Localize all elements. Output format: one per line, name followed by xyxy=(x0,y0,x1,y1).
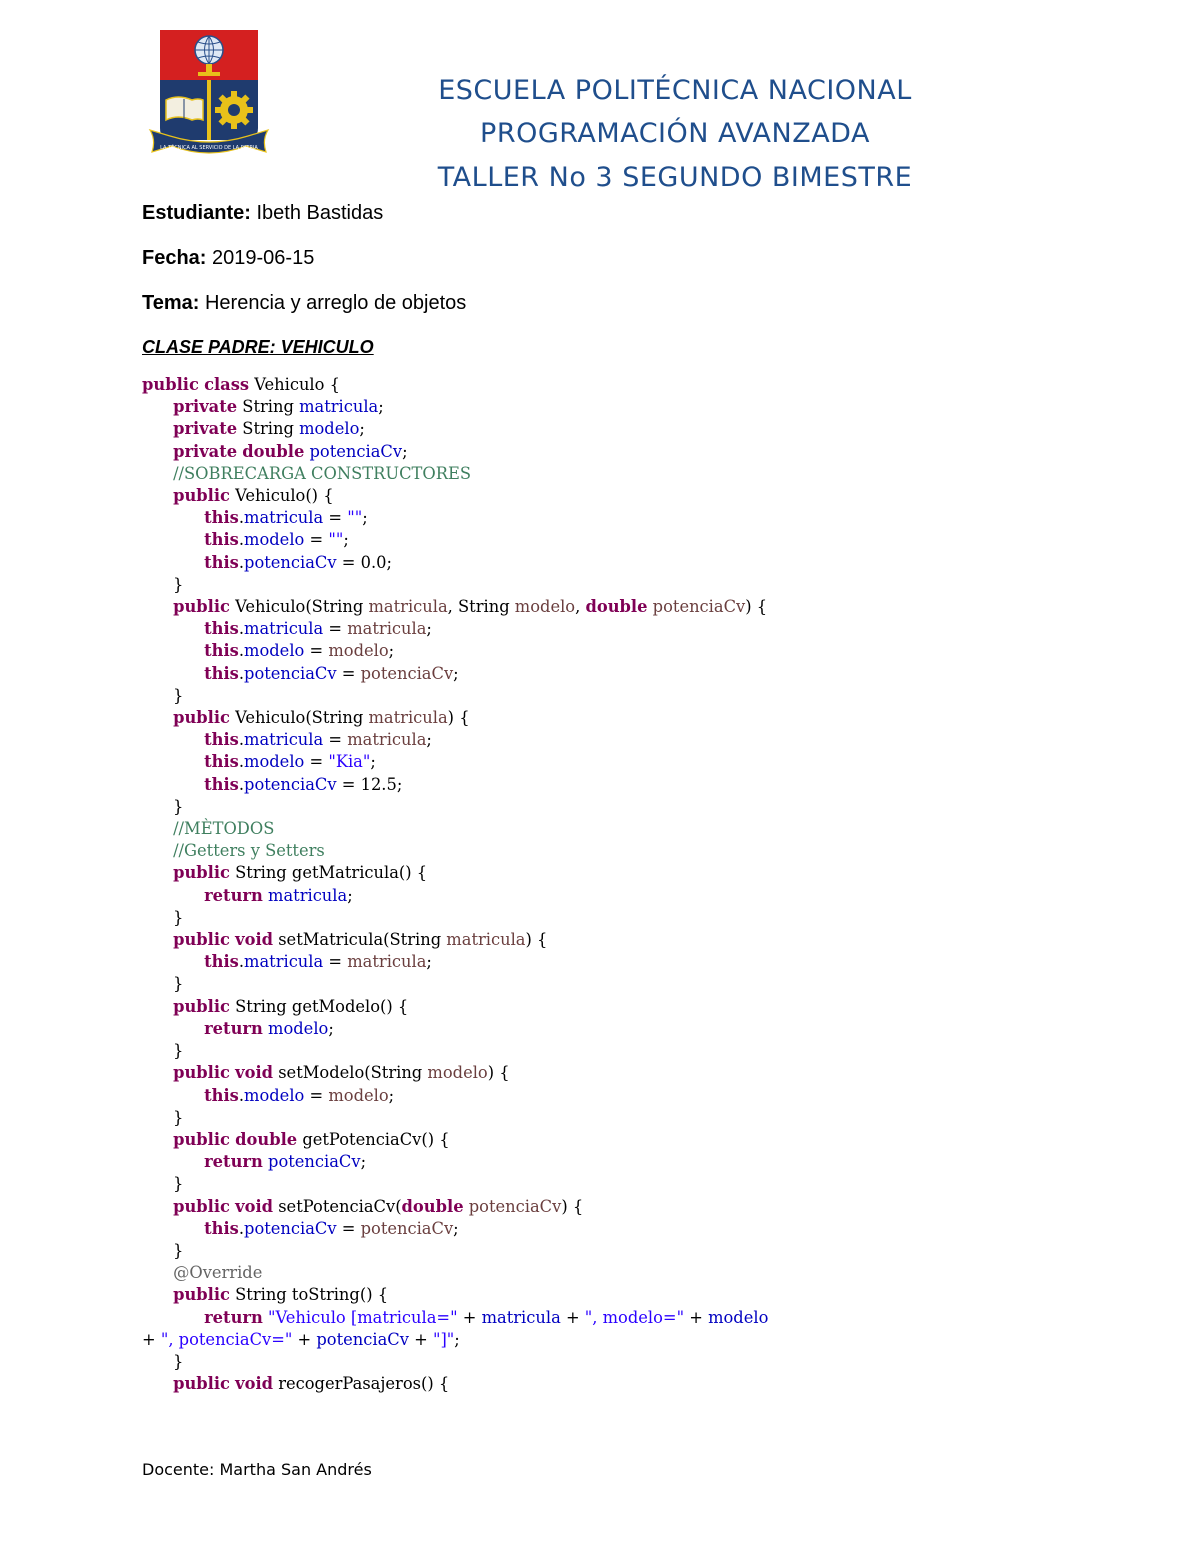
code-token: } xyxy=(142,685,184,705)
code-token: . xyxy=(238,952,245,972)
code-token: modelo xyxy=(244,641,305,661)
code-token xyxy=(142,886,204,905)
code-token: ; xyxy=(347,885,353,905)
code-line xyxy=(142,1307,768,1329)
code-token: this xyxy=(204,641,239,661)
code-token: ; xyxy=(454,1329,460,1349)
code-token xyxy=(142,819,173,838)
code-block xyxy=(142,374,768,1395)
code-token: potenciaCv xyxy=(244,663,337,683)
code-token: //Getters y Setters xyxy=(173,841,325,861)
code-token: } xyxy=(142,1351,184,1371)
code-token: . xyxy=(238,619,245,639)
code-token: } xyxy=(142,1240,184,1260)
code-token: = 0.0; xyxy=(336,552,392,572)
code-token: "" xyxy=(328,530,344,550)
code-token: = xyxy=(323,619,348,639)
code-token: matricula xyxy=(481,1307,561,1327)
code-token: ; xyxy=(370,752,376,772)
code-token: = xyxy=(336,663,361,683)
code-token: matricula xyxy=(347,619,427,639)
code-token: potenciaCv xyxy=(244,774,337,794)
code-line xyxy=(142,1018,768,1040)
code-token: modelo xyxy=(328,1085,389,1105)
code-token xyxy=(142,508,204,527)
code-line xyxy=(142,707,768,729)
teacher-footer: Docente: Martha San Andrés xyxy=(142,1460,372,1479)
date-label: Fecha: xyxy=(142,247,207,269)
code-token: class xyxy=(204,375,250,394)
code-token xyxy=(142,1308,204,1327)
code-line xyxy=(142,1329,768,1351)
code-token: public xyxy=(173,1374,230,1394)
code-token: . xyxy=(238,663,245,683)
code-token: . xyxy=(238,530,245,550)
code-line xyxy=(142,1129,768,1151)
code-token: . xyxy=(238,508,245,528)
code-token: void xyxy=(235,1196,274,1216)
code-line xyxy=(142,1173,768,1195)
code-token: = xyxy=(323,730,348,750)
code-token: return xyxy=(204,1018,263,1038)
code-token xyxy=(142,464,173,483)
code-token: modelo xyxy=(244,1085,305,1105)
student-field xyxy=(142,202,383,225)
code-token: } xyxy=(142,1107,184,1127)
code-line xyxy=(142,1240,768,1262)
code-token xyxy=(142,419,173,438)
code-token: , xyxy=(575,597,586,617)
code-line xyxy=(142,973,768,995)
code-token: ) { xyxy=(525,930,548,950)
code-line xyxy=(142,574,768,596)
code-token: potenciaCv xyxy=(268,1152,361,1172)
code-token: matricula xyxy=(244,730,324,750)
code-token: modelo xyxy=(328,641,389,661)
date-field xyxy=(142,247,314,270)
code-token xyxy=(142,1219,204,1238)
code-token: = 12.5; xyxy=(336,774,403,794)
code-token: ; xyxy=(343,530,349,550)
code-token: double xyxy=(242,441,305,461)
code-token: this xyxy=(204,1218,239,1238)
code-line xyxy=(142,640,768,662)
code-token: . xyxy=(238,1218,245,1238)
code-token: ) { xyxy=(487,1063,510,1083)
code-token: = xyxy=(304,1085,329,1105)
code-token: String getModelo() { xyxy=(229,996,409,1016)
code-token xyxy=(142,619,204,638)
code-token: public xyxy=(173,486,230,506)
code-line xyxy=(142,685,768,707)
code-token: . xyxy=(238,641,245,661)
code-line xyxy=(142,862,768,884)
code-token: Vehiculo() { xyxy=(229,486,334,506)
code-token: void xyxy=(235,930,274,950)
code-token xyxy=(142,664,204,683)
code-token: public xyxy=(173,863,230,883)
code-token: = xyxy=(304,752,329,772)
code-token: modelo xyxy=(299,419,360,439)
code-line xyxy=(142,796,768,818)
code-token: + xyxy=(292,1329,317,1349)
code-token: this xyxy=(204,774,239,794)
code-token: public xyxy=(173,1129,230,1149)
date-value: 2019-06-15 xyxy=(212,247,315,269)
code-line xyxy=(142,1218,768,1240)
code-line xyxy=(142,729,768,751)
code-token: = xyxy=(323,952,348,972)
code-token: potenciaCv xyxy=(316,1329,409,1349)
code-line xyxy=(142,618,768,640)
code-token: ", potenciaCv=" xyxy=(160,1329,293,1349)
code-token: matricula xyxy=(244,952,324,972)
code-token: modelo xyxy=(244,530,305,550)
code-token: matricula xyxy=(368,708,448,728)
code-line xyxy=(142,840,768,862)
code-token: matricula xyxy=(347,952,427,972)
institution-title: ESCUELA POLITÉCNICA NACIONAL xyxy=(438,75,912,106)
code-line xyxy=(142,996,768,1018)
code-token: matricula xyxy=(268,885,348,905)
code-line xyxy=(142,1262,768,1284)
code-line xyxy=(142,418,768,440)
code-token: + xyxy=(684,1307,709,1327)
code-token xyxy=(142,775,204,794)
code-token: this xyxy=(204,752,239,772)
code-token: + xyxy=(457,1307,482,1327)
code-token xyxy=(142,1130,173,1149)
code-line xyxy=(142,885,768,907)
code-line xyxy=(142,1085,768,1107)
code-token xyxy=(142,1063,173,1082)
code-token: . xyxy=(238,730,245,750)
code-token xyxy=(142,930,173,949)
code-token: Vehiculo { xyxy=(249,375,340,394)
code-token: ; xyxy=(453,1218,459,1238)
code-line xyxy=(142,374,768,396)
code-token: return xyxy=(204,1152,263,1172)
code-token: getPotenciaCv() { xyxy=(297,1129,450,1149)
university-crest-logo xyxy=(148,28,270,168)
code-line xyxy=(142,529,768,551)
code-token: String getMatricula() { xyxy=(229,863,428,883)
code-line xyxy=(142,396,768,418)
code-token: setMatricula(String xyxy=(273,930,447,950)
code-token: + xyxy=(142,1329,161,1349)
student-value: Ibeth Bastidas xyxy=(256,202,384,224)
code-token: ; xyxy=(360,1152,367,1172)
code-token: } xyxy=(142,1174,184,1194)
code-token: } xyxy=(142,974,184,994)
code-token: Vehiculo(String xyxy=(229,708,369,728)
code-token xyxy=(142,641,204,660)
code-token: ) { xyxy=(745,597,768,617)
code-token: potenciaCv xyxy=(360,1218,454,1238)
code-token: modelo xyxy=(244,752,305,772)
code-token: private xyxy=(173,441,238,461)
code-token: setPotenciaCv( xyxy=(273,1196,402,1216)
code-token: potenciaCv xyxy=(468,1196,562,1216)
code-line xyxy=(142,1151,768,1173)
code-line xyxy=(142,818,768,840)
code-token: modelo xyxy=(268,1018,329,1038)
code-token: return xyxy=(204,1307,263,1327)
topic-label: Tema: xyxy=(142,292,200,314)
code-line xyxy=(142,507,768,529)
code-line xyxy=(142,751,768,773)
code-token: ", modelo=" xyxy=(584,1307,685,1327)
code-token: public xyxy=(173,597,230,617)
code-line xyxy=(142,441,768,463)
code-token: String xyxy=(237,397,300,417)
student-label: Estudiante: xyxy=(142,202,251,224)
code-token xyxy=(142,863,173,882)
code-token: setModelo(String xyxy=(273,1063,428,1083)
code-token: , String xyxy=(447,597,515,617)
code-line xyxy=(142,951,768,973)
code-line xyxy=(142,907,768,929)
code-token: . xyxy=(238,774,245,794)
code-token: . xyxy=(238,1085,245,1105)
code-token: potenciaCv xyxy=(309,441,403,461)
code-token xyxy=(142,397,173,416)
code-token: ; xyxy=(402,441,408,461)
code-line xyxy=(142,596,768,618)
code-token: void xyxy=(235,1374,274,1394)
code-token: String xyxy=(237,419,300,439)
code-token: matricula xyxy=(299,397,379,417)
code-token: "Vehiculo [matricula=" xyxy=(268,1307,458,1327)
code-token: } xyxy=(142,574,184,594)
code-token: public xyxy=(173,1196,230,1216)
code-token xyxy=(142,730,204,749)
code-token: recogerPasajeros() { xyxy=(273,1374,450,1394)
code-token: modelo xyxy=(427,1063,488,1083)
code-token: + xyxy=(560,1307,585,1327)
code-token: ; xyxy=(453,663,459,683)
code-token: matricula xyxy=(244,619,324,639)
code-line xyxy=(142,1373,768,1395)
code-token: return xyxy=(204,885,263,905)
code-line xyxy=(142,1351,768,1373)
code-token: public xyxy=(173,708,230,728)
code-token: ) { xyxy=(447,708,470,728)
code-token: = xyxy=(304,530,329,550)
course-title: PROGRAMACIÓN AVANZADA xyxy=(480,118,870,149)
code-token: . xyxy=(238,752,245,772)
code-token: matricula xyxy=(368,597,448,617)
code-line xyxy=(142,774,768,796)
code-token: @Override xyxy=(173,1263,263,1283)
code-token: potenciaCv xyxy=(652,597,746,617)
code-token xyxy=(142,442,173,461)
code-token: this xyxy=(204,508,239,528)
code-line xyxy=(142,485,768,507)
topic-field xyxy=(142,292,466,315)
code-line xyxy=(142,929,768,951)
code-token xyxy=(142,1152,204,1171)
code-token xyxy=(142,486,173,505)
code-token: = xyxy=(336,1218,361,1238)
code-token xyxy=(142,530,204,549)
section-title: CLASE PADRE: VEHICULO xyxy=(142,337,374,357)
code-token: this xyxy=(204,730,239,750)
code-token xyxy=(142,1197,173,1216)
code-token: "" xyxy=(347,508,363,528)
code-token: = xyxy=(304,641,329,661)
code-token: public xyxy=(173,930,230,950)
code-token: double xyxy=(585,597,648,617)
code-line xyxy=(142,1040,768,1062)
code-token: private xyxy=(173,419,238,439)
workshop-title: TALLER No 3 SEGUNDO BIMESTRE xyxy=(437,162,913,193)
code-token: ; xyxy=(362,508,368,528)
code-token: this xyxy=(204,619,239,639)
code-token: this xyxy=(204,552,239,572)
code-token xyxy=(142,997,173,1016)
code-token: this xyxy=(204,952,239,972)
code-token xyxy=(142,1086,204,1105)
code-token: potenciaCv xyxy=(244,1218,337,1238)
code-token: "Kia" xyxy=(328,752,371,772)
code-token xyxy=(142,553,204,572)
code-token: Vehiculo(String xyxy=(229,597,369,617)
code-token: } xyxy=(142,907,184,927)
code-token: matricula xyxy=(446,930,526,950)
code-token: ; xyxy=(388,1085,395,1105)
code-token: ; xyxy=(388,641,395,661)
code-token: this xyxy=(204,530,239,550)
code-token: ; xyxy=(426,952,432,972)
code-token: } xyxy=(142,1041,184,1061)
code-token: void xyxy=(235,1063,274,1083)
code-token xyxy=(142,1285,173,1304)
code-token: . xyxy=(238,552,245,572)
code-token: public xyxy=(173,1285,230,1305)
code-token: modelo xyxy=(514,597,576,617)
svg-text:LA TÉCNICA AL SERVICIO DE LA P: LA TÉCNICA AL SERVICIO DE LA PATRIA xyxy=(160,145,258,151)
code-token: private xyxy=(173,397,238,417)
code-token: ; xyxy=(328,1018,334,1038)
code-token xyxy=(142,752,204,771)
code-token: double xyxy=(235,1129,298,1149)
code-token: potenciaCv xyxy=(244,552,337,572)
code-line xyxy=(142,1107,768,1129)
code-token: public xyxy=(173,1063,230,1083)
code-token: ; xyxy=(426,730,432,750)
code-token xyxy=(142,708,173,727)
code-token: this xyxy=(204,663,239,683)
code-token: matricula xyxy=(347,730,427,750)
code-token xyxy=(142,1263,173,1282)
topic-value: Herencia y arreglo de objetos xyxy=(204,292,467,314)
code-line xyxy=(142,663,768,685)
code-line xyxy=(142,1196,768,1218)
code-line xyxy=(142,1284,768,1306)
code-token: modelo xyxy=(708,1307,769,1327)
code-token: //MÈTODOS xyxy=(173,819,275,839)
code-token xyxy=(142,952,204,971)
code-token xyxy=(142,841,173,860)
code-token xyxy=(142,1374,173,1393)
code-token: ; xyxy=(378,397,384,417)
code-token: potenciaCv xyxy=(360,663,454,683)
code-token: //SOBRECARGA CONSTRUCTORES xyxy=(173,463,472,483)
code-token xyxy=(142,597,173,616)
code-token xyxy=(142,1019,204,1038)
code-token: ) { xyxy=(561,1196,584,1216)
code-token: ; xyxy=(359,419,365,439)
code-token: public xyxy=(173,996,230,1016)
code-token: "]" xyxy=(432,1329,455,1349)
code-token: + xyxy=(408,1329,433,1349)
code-line xyxy=(142,1062,768,1084)
code-token: ; xyxy=(426,619,432,639)
code-token: = xyxy=(323,508,348,528)
code-token: double xyxy=(401,1196,464,1216)
code-token: this xyxy=(204,1085,239,1105)
code-line xyxy=(142,463,768,485)
code-token: matricula xyxy=(244,508,324,528)
code-line xyxy=(142,552,768,574)
code-token: } xyxy=(142,796,184,816)
code-token: String toString() { xyxy=(229,1285,389,1305)
code-token: public xyxy=(142,375,199,394)
